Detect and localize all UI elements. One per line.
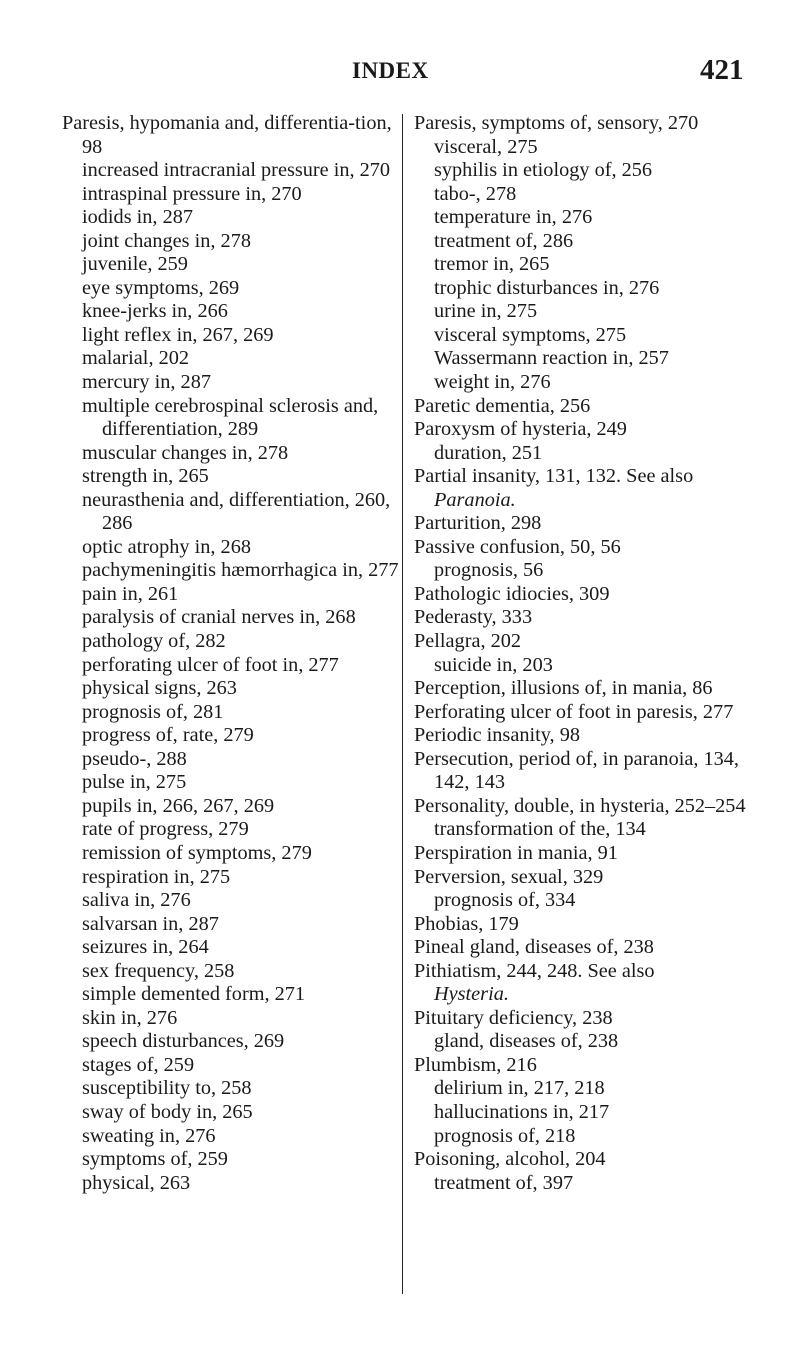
- index-entry: Perversion, sexual, 329: [414, 865, 604, 888]
- index-entry: Pathologic idiocies, 309: [414, 582, 610, 605]
- index-subentry: susceptibility to, 258: [82, 1077, 252, 1100]
- index-subentry: juvenile, 259: [82, 253, 188, 276]
- index-subentry: hallucinations in, 217: [434, 1100, 610, 1123]
- index-column-right: [414, 112, 754, 1195]
- index-subentry: pulse in, 275: [82, 771, 187, 794]
- index-subentry: sweating in, 276: [82, 1124, 216, 1147]
- index-entry: visceral symptoms, 275: [434, 323, 627, 346]
- index-entry: Partial insanity, 131, 132. See also: [414, 465, 694, 488]
- index-subentry: symptoms of, 259: [82, 1148, 228, 1171]
- index-subentry: saliva in, 276: [82, 889, 191, 912]
- index-column-left: [62, 112, 400, 1195]
- index-subentry: speech disturbances, 269: [82, 1030, 285, 1053]
- index-subentry: mercury in, 287: [82, 371, 211, 394]
- index-subentry: gland, diseases of, 238: [434, 1030, 619, 1053]
- index-subentry: prognosis, 56: [434, 559, 544, 582]
- index-subentry: rate of progress, 279: [82, 818, 249, 841]
- index-subentry: prognosis of, 218: [434, 1124, 576, 1147]
- index-subentry: suicide in, 203: [434, 653, 553, 676]
- index-subentry: muscular changes in, 278: [82, 441, 289, 464]
- index-subentry: strength in, 265: [82, 465, 209, 488]
- index-entry: Perspiration in mania, 91: [414, 841, 618, 864]
- index-entry: Persecution, period of, in paranoia, 134, 142, 143: [414, 747, 739, 794]
- index-subentry: pain in, 261: [82, 582, 179, 605]
- index-subentry: seizures in, 264: [82, 936, 209, 959]
- index-entry: Paroxysm of hysteria, 249: [414, 418, 627, 441]
- index-entry: Personality, double, in hysteria, 252–254: [414, 794, 746, 817]
- index-subentry: progress of, rate, 279: [82, 724, 254, 747]
- index-subentry: pathology of, 282: [82, 630, 226, 653]
- page-header: [0, 54, 800, 88]
- index-entry: weight in, 276: [434, 371, 551, 394]
- index-subentry: perforating ulcer of foot in, 277: [82, 653, 339, 676]
- page-title: INDEX: [352, 58, 429, 83]
- index-entry: tabo-, 278: [434, 182, 517, 205]
- index-entry: Paretic dementia, 256: [414, 394, 591, 417]
- index-subentry: salvarsan in, 287: [82, 912, 219, 935]
- index-entry: syphilis in etiology of, 256: [434, 159, 653, 182]
- page-number: 421: [700, 54, 744, 86]
- index-subentry: paralysis of cranial nerves in, 268: [82, 606, 356, 629]
- index-subentry: respiration in, 275: [82, 865, 231, 888]
- index-subentry: simple demented form, 271: [82, 983, 306, 1006]
- index-subentry: pseudo-, 288: [82, 747, 187, 770]
- index-entry: Wassermann reaction in, 257: [434, 347, 669, 370]
- index-entry: trophic disturbances in, 276: [434, 276, 660, 299]
- index-subentry: sway of body in, 265: [82, 1100, 253, 1123]
- index-entry: Parturition, 298: [414, 512, 542, 535]
- index-subentry: Hysteria.: [434, 983, 509, 1006]
- index-entry: Poisoning, alcohol, 204: [414, 1148, 606, 1171]
- index-entry: Pineal gland, diseases of, 238: [414, 936, 654, 959]
- index-subentry: physical signs, 263: [82, 677, 237, 700]
- index-entry: Perception, illusions of, in mania, 86: [414, 677, 713, 700]
- index-subentry: neurasthenia and, differentiation, 260, 286: [82, 488, 391, 535]
- index-subentry: iodids in, 287: [82, 206, 193, 229]
- index-subentry: knee-jerks in, 266: [82, 300, 228, 323]
- column-divider: [402, 114, 403, 1294]
- index-subentry: stages of, 259: [82, 1053, 195, 1076]
- index-entry: temperature in, 276: [434, 206, 593, 229]
- index-subentry: delirium in, 217, 218: [434, 1077, 605, 1100]
- index-subentry: joint changes in, 278: [82, 229, 251, 252]
- index-subentry: remission of symptoms, 279: [82, 841, 312, 864]
- index-entry: Pithiatism, 244, 248. See also: [414, 959, 655, 982]
- index-subentry: skin in, 276: [82, 1006, 178, 1029]
- index-subentry: eye symptoms, 269: [82, 276, 240, 299]
- index-subentry: multiple cerebrospinal sclerosis and, differentiation, 289: [82, 394, 379, 441]
- index-subentry: visceral, 275: [434, 135, 538, 158]
- index-subentry: optic atrophy in, 268: [82, 535, 251, 558]
- index-subentry: increased intracranial pressure in, 270: [82, 159, 391, 182]
- index-entry: Plumbism, 216: [414, 1053, 537, 1076]
- index-entry: tremor in, 265: [434, 253, 550, 276]
- index-entry: Phobias, 179: [414, 912, 519, 935]
- index-entry: Perforating ulcer of foot in paresis, 277: [414, 700, 734, 723]
- index-subentry: pupils in, 266, 267, 269: [82, 794, 275, 817]
- index-subentry: physical, 263: [82, 1171, 191, 1194]
- index-entry: Paresis, symptoms of, sensory, 270: [414, 112, 699, 134]
- index-subentry: prognosis of, 281: [82, 700, 224, 723]
- index-entry: Pituitary deficiency, 238: [414, 1006, 613, 1029]
- index-entry: urine in, 275: [434, 300, 538, 323]
- index-subentry: duration, 251: [434, 441, 543, 464]
- index-entry: Pellagra, 202: [414, 630, 522, 653]
- index-entry: Passive confusion, 50, 56: [414, 535, 621, 558]
- index-subentry: sex frequency, 258: [82, 959, 235, 982]
- index-subentry: transformation of the, 134: [434, 818, 646, 841]
- index-entry: Paresis, hypomania and, differentia-tion, 98: [62, 112, 392, 158]
- index-subentry: malarial, 202: [82, 347, 190, 370]
- index-entry: Periodic insanity, 98: [414, 724, 580, 747]
- index-subentry: pachymeningitis hæmorrhagica in, 277: [82, 559, 399, 582]
- index-subentry: treatment of, 397: [434, 1171, 574, 1194]
- index-entry: Pederasty, 333: [414, 606, 533, 629]
- index-entry: treatment of, 286: [434, 229, 574, 252]
- index-subentry: intraspinal pressure in, 270: [82, 182, 302, 205]
- index-subentry: Paranoia.: [434, 488, 516, 511]
- index-subentry: light reflex in, 267, 269: [82, 323, 274, 346]
- index-subentry: prognosis of, 334: [434, 889, 576, 912]
